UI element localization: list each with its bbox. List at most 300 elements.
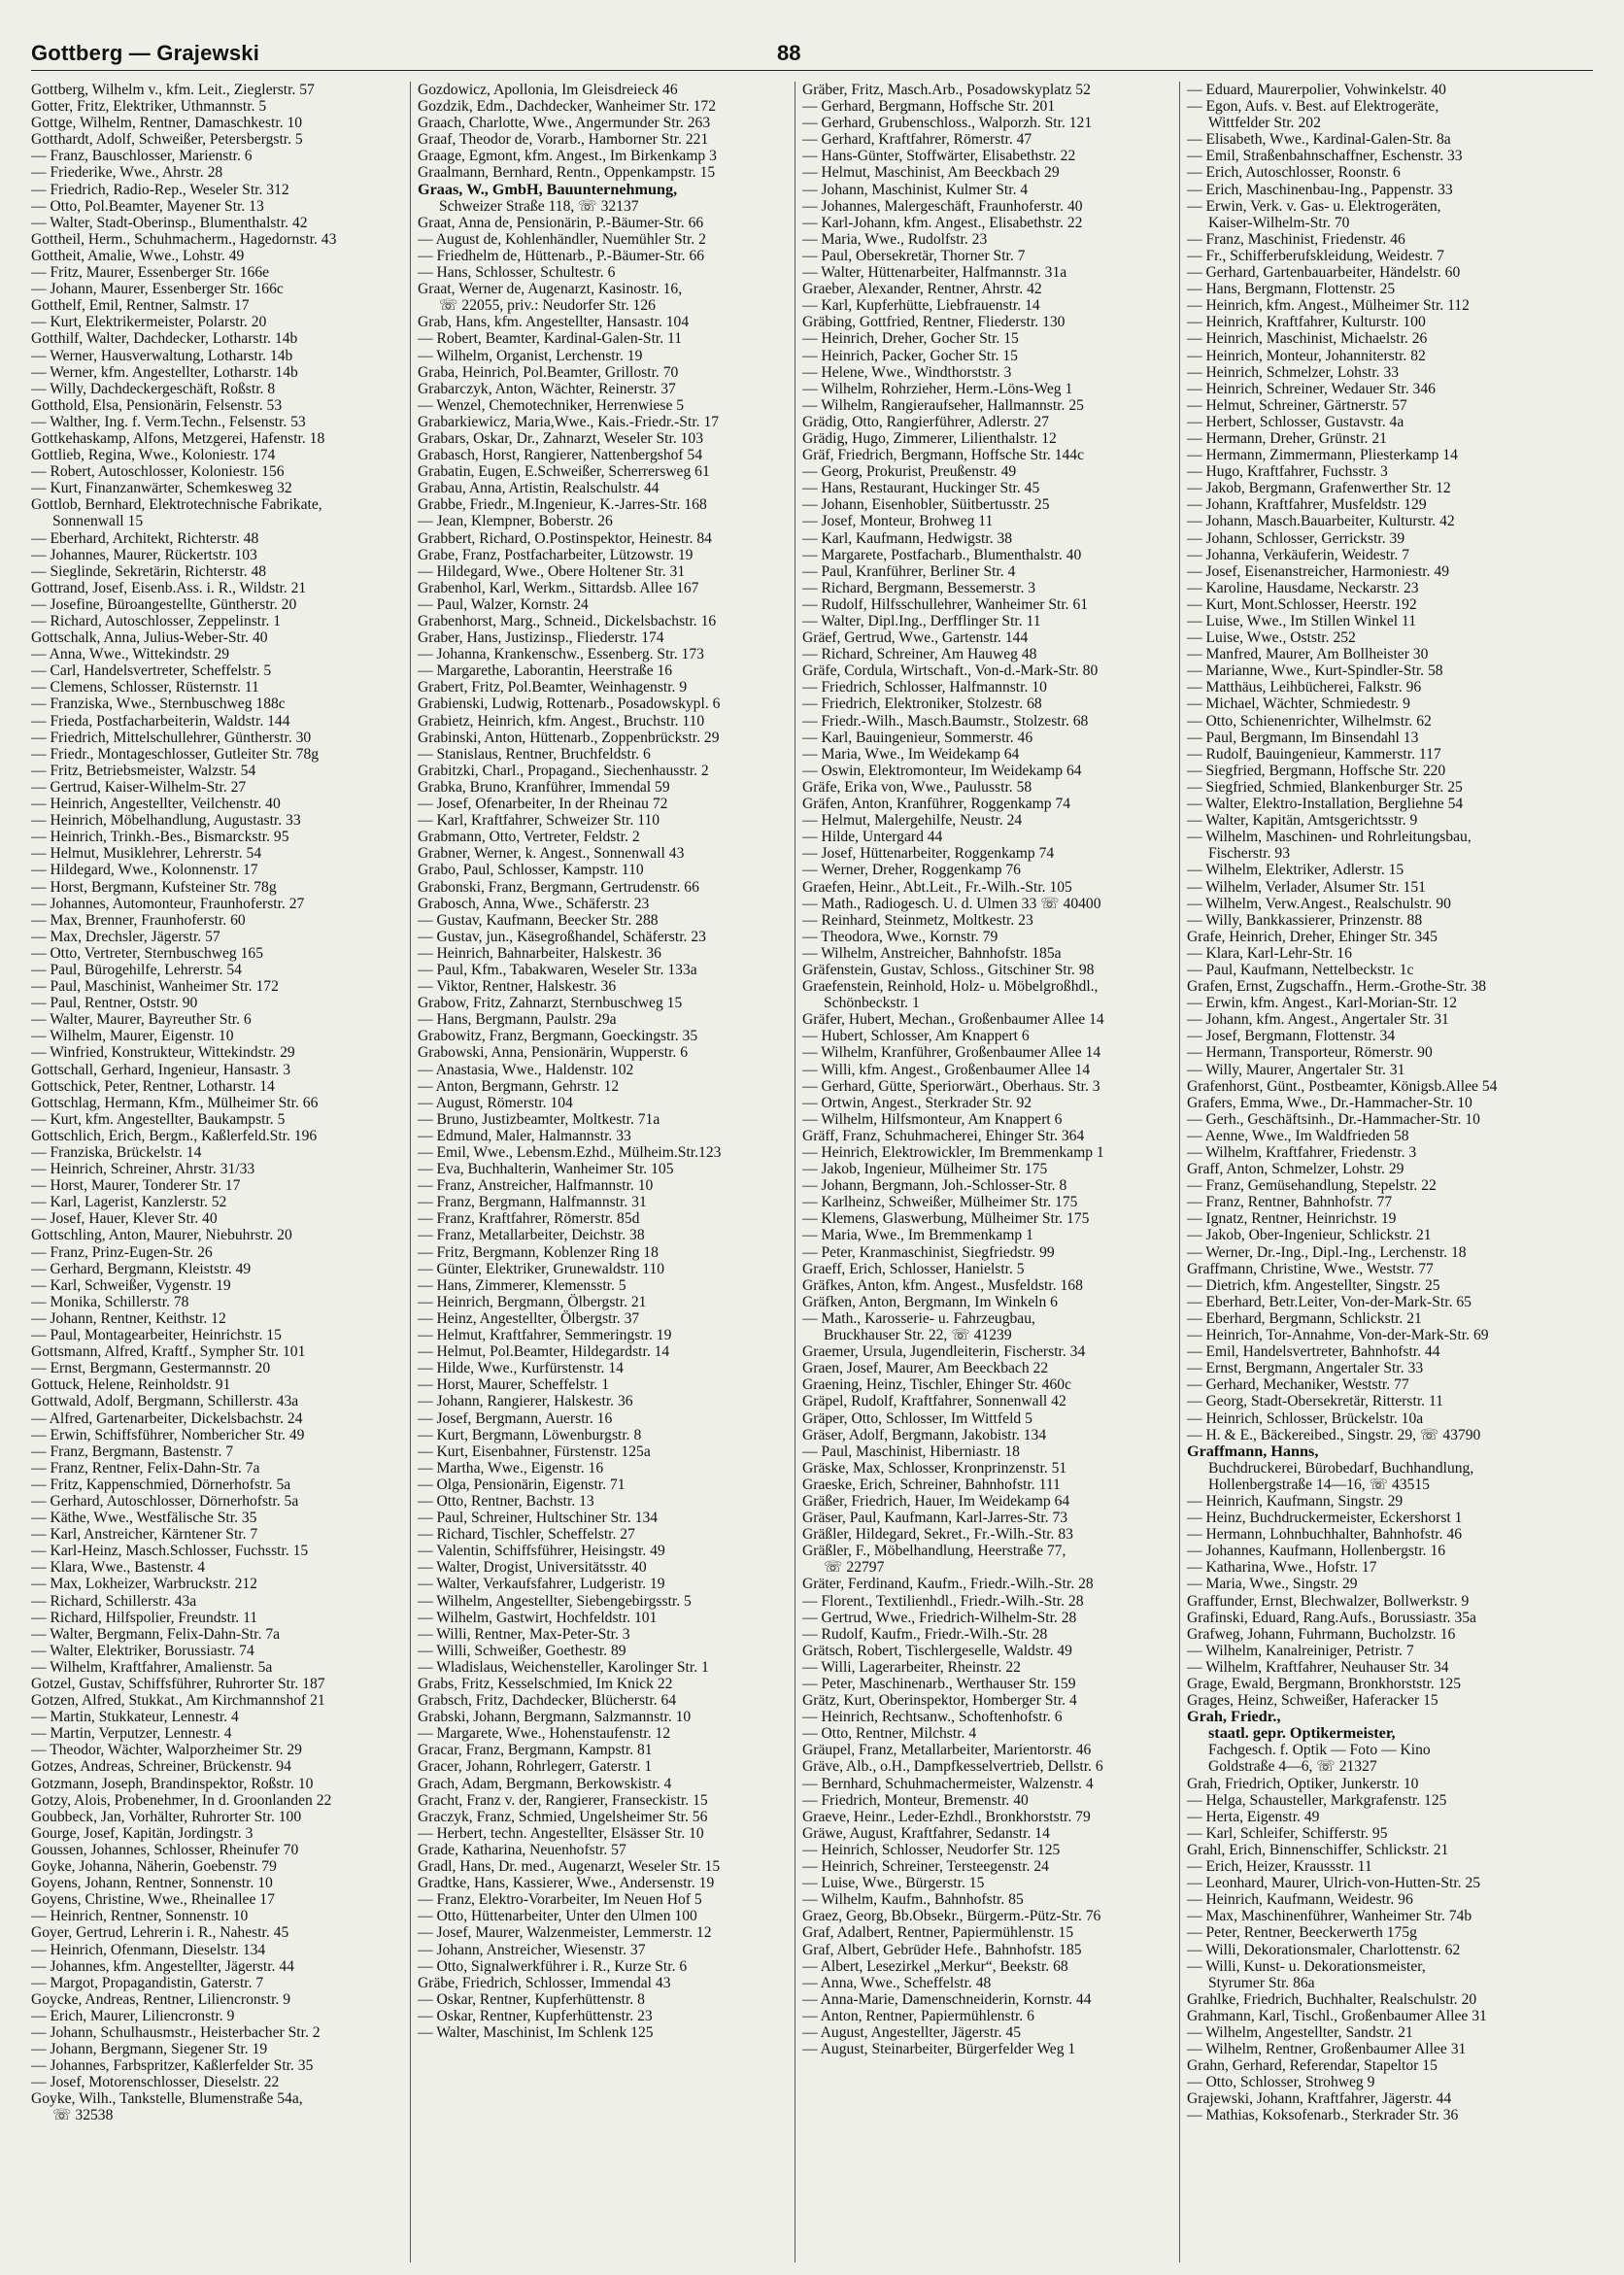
directory-entry: — Otto, Pol.Beamter, Mayener Str. 13 bbox=[31, 197, 264, 215]
directory-entry: — Heinrich, Schlosser, Brückelstr. 10a bbox=[1187, 1409, 1424, 1427]
directory-entry: Grabe, Franz, Postfacharbeiter, Lützowstr. 19 bbox=[418, 546, 694, 563]
directory-entry: — Georg, Stadt-Obersekretär, Ritterstr. 11 bbox=[1187, 1393, 1443, 1410]
directory-entry: — Paul, Kfm., Tabakwaren, Weseler Str. 133a bbox=[418, 961, 697, 978]
directory-entry: — Gerhard, Gartenbauarbeiter, Händelstr. 60 bbox=[1187, 264, 1461, 282]
directory-entry: — Wilhelm, Hilfsmonteur, Am Knappert 6 bbox=[802, 1110, 1063, 1128]
directory-entry: Grach, Adam, Bergmann, Berkowskistr. 4 bbox=[418, 1775, 672, 1792]
directory-entry: — Richard, Bergmann, Bessemerstr. 3 bbox=[802, 579, 1036, 596]
directory-entry: — Paul, Bergmann, Im Binsendahl 13 bbox=[1187, 729, 1419, 746]
directory-entry: — Hans, Bergmann, Flottenstr. 25 bbox=[1187, 281, 1396, 298]
column-1 bbox=[31, 82, 400, 2267]
directory-entry: — Klara, Wwe., Bastenstr. 4 bbox=[31, 1559, 206, 1577]
directory-entry: — Wilhelm, Kraftfahrer, Amalienstr. 5a bbox=[31, 1658, 273, 1676]
directory-entry: — Georg, Prokurist, Preußenstr. 49 bbox=[802, 463, 1017, 481]
column-4 bbox=[1187, 82, 1587, 2267]
directory-entry: Gourge, Josef, Kapitän, Jordingstr. 3 bbox=[31, 1824, 254, 1842]
directory-entry: — Josef, Ofenarbeiter, In der Rheinau 72 bbox=[418, 796, 668, 813]
directory-entry: Gräbing, Gottfried, Rentner, Fliederstr. 130 bbox=[802, 314, 1066, 331]
directory-entry: Grafweg, Johann, Fuhrmann, Bucholzstr. 16 bbox=[1187, 1625, 1456, 1643]
directory-entry: Grabau, Anna, Artistin, Realschulstr. 44 bbox=[418, 480, 660, 497]
directory-entry: — Gertrud, Kaiser-Wilhelm-Str. 27 bbox=[31, 778, 247, 796]
directory-entry: Gottheil, Herm., Schuhmacherm., Hagedornstr. 43 bbox=[31, 230, 337, 248]
directory-entry: — Josef, Bergmann, Auerstr. 16 bbox=[418, 1409, 613, 1427]
directory-entry: — Heinrich, Dreher, Gocher Str. 15 bbox=[802, 330, 1019, 348]
directory-entry: Grabenhorst, Marg., Schneid., Dickelsbachstr. 16 bbox=[418, 613, 717, 629]
directory-entry: Gräfen, Anton, Kranführer, Roggenkamp 74 bbox=[802, 796, 1071, 813]
directory-entry: — Otto, Schlosser, Strohweg 9 bbox=[1187, 2074, 1375, 2091]
directory-entry: — Karlheinz, Schweißer, Mülheimer Str. 175 bbox=[802, 1194, 1078, 1211]
directory-entry-continuation: Buchdruckerei, Bürobedarf, Buchhandlung, bbox=[1208, 1459, 1474, 1477]
directory-entry: Grabatin, Eugen, E.Schweißer, Scherrersweg 61 bbox=[418, 463, 710, 481]
directory-entry: — Franz, Rentner, Felix-Dahn-Str. 7a bbox=[31, 1459, 260, 1477]
directory-entry: — Karoline, Hausdame, Neckarstr. 23 bbox=[1187, 579, 1419, 596]
directory-entry: Gotthold, Elsa, Pensionärin, Felsenstr. 53 bbox=[31, 396, 283, 414]
directory-entry: — H. & E., Bäckereibed., Singstr. 29, ☏ 43790 bbox=[1187, 1426, 1481, 1443]
directory-entry: — Kurt, Eisenbahner, Fürstenstr. 125a bbox=[418, 1443, 651, 1460]
directory-entry: Grabski, Johann, Bergmann, Salzmannstr. 10 bbox=[418, 1709, 692, 1726]
directory-entry: Graffmann, Hanns, bbox=[1187, 1443, 1319, 1460]
directory-entry: — Paul, Maschinist, Wanheimer Str. 172 bbox=[31, 978, 279, 996]
directory-entry: — Gerhard, Mechaniker, Weststr. 77 bbox=[1187, 1376, 1409, 1394]
directory-entry: — Johann, Rangierer, Halskestr. 36 bbox=[418, 1393, 633, 1410]
directory-entry: — Paul, Rentner, Oststr. 90 bbox=[31, 995, 198, 1012]
directory-entry: — Maria, Wwe., Singstr. 29 bbox=[1187, 1576, 1358, 1593]
directory-entry: Grafe, Heinrich, Dreher, Ehinger Str. 345 bbox=[1187, 928, 1438, 945]
directory-entry: Grabowitz, Franz, Bergmann, Goeckingstr. 35 bbox=[418, 1028, 698, 1045]
directory-entry: — Johannes, Kaufmann, Hollenbergstr. 16 bbox=[1187, 1543, 1446, 1560]
directory-entry: — Frieda, Postfacharbeiterin, Waldstr. 144 bbox=[31, 712, 290, 730]
directory-entry: Gottge, Wilhelm, Rentner, Damaschkestr. 10 bbox=[31, 115, 303, 132]
directory-entry: — Hans, Zimmerer, Klemensstr. 5 bbox=[418, 1276, 626, 1294]
directory-entry-continuation: ☏ 32538 bbox=[52, 2107, 114, 2124]
directory-entry-continuation: Sonnenwall 15 bbox=[52, 513, 144, 530]
directory-entry: — Eberhard, Bergmann, Schlickstr. 21 bbox=[1187, 1309, 1422, 1327]
directory-entry: — Luise, Wwe., Oststr. 252 bbox=[1187, 629, 1356, 647]
directory-entry: — Heinrich, Monteur, Johanniterstr. 82 bbox=[1187, 347, 1426, 364]
directory-entry: Gotthilf, Walter, Dachdecker, Lotharstr. 14b bbox=[31, 330, 298, 348]
directory-entry: — Fritz, Maurer, Essenberger Str. 166e bbox=[31, 264, 270, 282]
directory-entry: — Johanna, Verkäuferin, Weidestr. 7 bbox=[1187, 546, 1409, 563]
directory-entry: — Wilhelm, Verlader, Alsumer Str. 151 bbox=[1187, 878, 1426, 896]
page-header bbox=[31, 41, 1593, 70]
directory-entry: Grahlke, Friedrich, Buchhalter, Realschulstr. 20 bbox=[1187, 1990, 1477, 2008]
directory-entry: Gotzes, Andreas, Schreiner, Brückenstr. 94 bbox=[31, 1758, 291, 1776]
directory-entry: — Johann, Bergmann, Siegener Str. 19 bbox=[31, 2041, 268, 2058]
directory-entry: — Max, Drechsler, Jägerstr. 57 bbox=[31, 928, 220, 945]
directory-entry: — Paul, Bürogehilfe, Lehrerstr. 54 bbox=[31, 961, 242, 978]
directory-entry: — Albert, Lesezirkel „Merkur“, Beekstr. 68 bbox=[802, 1957, 1068, 1975]
directory-entry: — Willi, Lagerarbeiter, Rheinstr. 22 bbox=[802, 1658, 1021, 1676]
directory-entry: Gottschlag, Hermann, Kfm., Mülheimer Str. 66 bbox=[31, 1094, 319, 1111]
directory-entry: Grabienski, Ludwig, Rottenarb., Posadowskypl. 6 bbox=[418, 696, 721, 713]
directory-entry: Gottschall, Gerhard, Ingenieur, Hansastr. 3 bbox=[31, 1061, 290, 1078]
directory-entry: Gräfken, Anton, Bergmann, Im Winkeln 6 bbox=[802, 1293, 1058, 1310]
directory-entry: — Jean, Klempner, Boberstr. 26 bbox=[418, 513, 613, 530]
directory-entry: Grabarkiewicz, Maria,Wwe., Kais.-Friedr.-Str. 17 bbox=[418, 413, 720, 430]
directory-entry: Gottschling, Anton, Maurer, Niebuhrstr. 20 bbox=[31, 1227, 292, 1244]
directory-entry-continuation: Kaiser-Wilhelm-Str. 70 bbox=[1208, 214, 1350, 231]
directory-entry: — Helga, Schausteller, Markgrafenstr. 125 bbox=[1187, 1791, 1447, 1809]
directory-entry: — Erwin, Schiffsführer, Nombericher Str. 49 bbox=[31, 1426, 305, 1443]
directory-entry: — Helmut, Musiklehrer, Lehrerstr. 54 bbox=[31, 845, 262, 863]
directory-entry: — Anna, Wwe., Scheffelstr. 48 bbox=[802, 1974, 992, 1991]
directory-entry: — Franz, Kraftfahrer, Römerstr. 85d bbox=[418, 1210, 640, 1228]
directory-entry: Goyer, Gertrud, Lehrerin i. R., Nahestr. 45 bbox=[31, 1924, 289, 1942]
directory-entry: Gräwe, August, Kraftfahrer, Sedanstr. 14 bbox=[802, 1824, 1050, 1842]
directory-entry: — Siegfried, Bergmann, Hoffsche Str. 220 bbox=[1187, 762, 1446, 779]
directory-entry: — Robert, Autoschlosser, Koloniestr. 156 bbox=[31, 463, 285, 481]
directory-entry: — Peter, Kranmaschinist, Siegfriedstr. 99 bbox=[802, 1243, 1055, 1261]
directory-entry: — Erich, Maurer, Liliencronstr. 9 bbox=[31, 2007, 235, 2024]
directory-entry: Gottsmann, Alfred, Kraftf., Sympher Str. 101 bbox=[31, 1343, 306, 1361]
directory-entry: Gräupel, Franz, Metallarbeiter, Marientorstr. 46 bbox=[802, 1742, 1092, 1759]
directory-entry: — Franz, Maschinist, Friedenstr. 46 bbox=[1187, 230, 1405, 248]
directory-entry: — Werner, Dreher, Roggenkamp 76 bbox=[802, 862, 1021, 879]
directory-entry: Gottlob, Bernhard, Elektrotechnische Fabrikate, bbox=[31, 496, 322, 514]
directory-entry: — Aenne, Wwe., Im Waldfrieden 58 bbox=[1187, 1127, 1409, 1144]
directory-entry: — Franz, Gemüsehandlung, Stepelstr. 22 bbox=[1187, 1177, 1437, 1195]
directory-entry: — Walter, Kapitän, Amtsgerichtsstr. 9 bbox=[1187, 812, 1418, 830]
directory-entry: — Wilhelm, Maurer, Eigenstr. 10 bbox=[31, 1028, 234, 1045]
directory-entry: — Josefine, Büroangestellte, Güntherstr. 20 bbox=[31, 595, 297, 613]
directory-entry-continuation: Schönbeckstr. 1 bbox=[824, 995, 920, 1012]
directory-entry: Graaf, Theodor de, Vorarb., Hamborner Str. 221 bbox=[418, 131, 709, 149]
directory-entry: — Dietrich, kfm. Angestellter, Singstr. 25 bbox=[1187, 1276, 1440, 1294]
directory-entry: — Johann, Maurer, Essenberger Str. 166c bbox=[31, 281, 284, 298]
directory-entry: — Anastasia, Wwe., Haldenstr. 102 bbox=[418, 1061, 634, 1078]
directory-entry: — Johann, Kraftfahrer, Musfeldstr. 129 bbox=[1187, 496, 1427, 514]
directory-entry: — Max, Brenner, Fraunhoferstr. 60 bbox=[31, 911, 246, 929]
directory-entry: Gräßer, Friedrich, Hauer, Im Weidekamp 64 bbox=[802, 1492, 1070, 1510]
directory-entry: — Wladislaus, Weichensteller, Karolinger Str. 1 bbox=[418, 1658, 709, 1676]
directory-entry: — Hildegard, Wwe., Obere Holtener Str. 31 bbox=[418, 562, 686, 580]
directory-entry: — Josef, Monteur, Brohweg 11 bbox=[802, 513, 994, 530]
directory-entry: — Johannes, Malergeschäft, Fraunhoferstr. 40 bbox=[802, 197, 1083, 215]
directory-entry: Grafinski, Eduard, Rang.Aufs., Borussiastr. 35a bbox=[1187, 1609, 1476, 1626]
directory-entry: — Karl, Schleifer, Schifferstr. 95 bbox=[1187, 1824, 1388, 1842]
directory-entry: Grabbert, Richard, O.Postinspektor, Heinestr. 84 bbox=[418, 529, 712, 547]
directory-entry: — Walter, Maschinist, Im Schlenk 125 bbox=[418, 2023, 654, 2041]
directory-entry: — Max, Maschinenführer, Wanheimer Str. 74b bbox=[1187, 1908, 1472, 1925]
directory-entry: Graba, Heinrich, Pol.Beamter, Grillostr. 70 bbox=[418, 363, 679, 381]
directory-entry: — Franz, Metallarbeiter, Deichstr. 38 bbox=[418, 1227, 645, 1244]
directory-entry: — Herta, Eigenstr. 49 bbox=[1187, 1808, 1320, 1825]
directory-entry: Gottschalk, Anna, Julius-Weber-Str. 40 bbox=[31, 629, 268, 647]
directory-entry: — Gerhard, Grubenschloss., Walporzh. Str. 121 bbox=[802, 115, 1093, 132]
directory-entry: Gräf, Friedrich, Bergmann, Hoffsche Str. 144c bbox=[802, 447, 1085, 464]
directory-entry: — August, Römerstr. 104 bbox=[418, 1094, 573, 1111]
directory-entry: Graeske, Erich, Schreiner, Bahnhofstr. 111 bbox=[802, 1476, 1061, 1493]
directory-entry: — Viktor, Rentner, Halskestr. 36 bbox=[418, 978, 617, 996]
directory-entry: — Peter, Maschinenarb., Werthauser Str. 159 bbox=[802, 1676, 1076, 1692]
directory-entry: — Johann, kfm. Angest., Angertaler Str. 31 bbox=[1187, 1011, 1449, 1029]
directory-entry: — Heinrich, Schmelzer, Lohstr. 33 bbox=[1187, 363, 1400, 381]
directory-entry: — Robert, Beamter, Kardinal-Galen-Str. 11 bbox=[418, 330, 683, 348]
directory-entry: — Helene, Wwe., Windthorststr. 3 bbox=[802, 363, 1012, 381]
directory-entry: — Clemens, Schlosser, Rüsternstr. 11 bbox=[31, 679, 259, 696]
directory-entry: — Kurt, Elektrikermeister, Polarstr. 20 bbox=[31, 314, 267, 331]
directory-entry: Gottschick, Peter, Rentner, Lotharstr. 14 bbox=[31, 1077, 275, 1095]
directory-entry: — Herbert, techn. Angestellter, Elsässer Str. 10 bbox=[418, 1824, 704, 1842]
directory-entry: — Heinrich, Schreiner, Wedauer Str. 346 bbox=[1187, 380, 1436, 397]
directory-entry: — Kurt, Bergmann, Löwenburgstr. 8 bbox=[418, 1426, 642, 1443]
directory-entry: — Theodor, Wächter, Walporzheimer Str. 29 bbox=[31, 1742, 302, 1759]
directory-entry: — Helmut, Kraftfahrer, Semmeringstr. 19 bbox=[418, 1327, 672, 1344]
directory-entry: — Emil, Wwe., Lebensm.Ezhd., Mülheim.Str.123 bbox=[418, 1144, 722, 1161]
directory-entry: — Erich, Heizer, Kraussstr. 11 bbox=[1187, 1858, 1372, 1876]
directory-entry: — Heinrich, Rentner, Sonnenstr. 10 bbox=[31, 1908, 249, 1925]
directory-entry: — Michael, Wächter, Schmiedestr. 9 bbox=[1187, 696, 1410, 713]
column-divider bbox=[1179, 82, 1180, 2262]
directory-entry: Graage, Egmont, kfm. Angest., Im Birkenkamp 3 bbox=[418, 148, 717, 165]
directory-entry: — Wilhelm, Verw.Angest., Realschulstr. 90 bbox=[1187, 895, 1451, 912]
directory-entry: — Josef, Motorenschlosser, Dieselstr. 22 bbox=[31, 2074, 280, 2091]
directory-entry: Grajewski, Johann, Kraftfahrer, Jägerstr. 44 bbox=[1187, 2090, 1452, 2108]
directory-entry: — Sieglinde, Sekretärin, Richterstr. 48 bbox=[31, 562, 267, 580]
directory-entry: Grabo, Paul, Schlosser, Kampstr. 110 bbox=[418, 862, 644, 879]
directory-entry: — Werner, kfm. Angestellter, Lotharstr. 14b bbox=[31, 363, 298, 381]
directory-entry: — Wilhelm, Rohrzieher, Herm.-Löns-Weg 1 bbox=[802, 380, 1073, 397]
directory-entry: — Ortwin, Angest., Sterkrader Str. 92 bbox=[802, 1094, 1032, 1111]
directory-entry: — Gerhard, Gütte, Speriorwärt., Oberhaus. Str. 3 bbox=[802, 1077, 1100, 1095]
directory-entry: — Heinrich, Packer, Gocher Str. 15 bbox=[802, 347, 1018, 364]
directory-entry: — Anna-Marie, Damenschneiderin, Kornstr. 44 bbox=[802, 1990, 1092, 2008]
directory-entry: Gozdzik, Edm., Dachdecker, Wanheimer Str. 172 bbox=[418, 98, 717, 116]
directory-entry: — Friedrich, Monteur, Bremenstr. 40 bbox=[802, 1791, 1029, 1809]
directory-entry: — Erwin, kfm. Angest., Karl-Morian-Str. 12 bbox=[1187, 995, 1458, 1012]
directory-entry: Grah, Friedrich, Optiker, Junkerstr. 10 bbox=[1187, 1775, 1419, 1792]
directory-entry: Grafers, Emma, Wwe., Dr.-Hammacher-Str. 10 bbox=[1187, 1094, 1472, 1111]
directory-entry: — Marianne, Wwe., Kurt-Spindler-Str. 58 bbox=[1187, 662, 1443, 680]
directory-entry: Grätz, Kurt, Oberinspektor, Homberger Str. 4 bbox=[802, 1692, 1077, 1710]
directory-entry: — Wilhelm, Gastwirt, Hochfeldstr. 101 bbox=[418, 1609, 658, 1626]
directory-entry: Goyens, Johann, Rentner, Sonnenstr. 10 bbox=[31, 1875, 273, 1892]
directory-entry: — Karl-Heinz, Masch.Schlosser, Fuchsstr. 15 bbox=[31, 1543, 309, 1560]
directory-entry: — Eduard, Maurerpolier, Vohwinkelstr. 40 bbox=[1187, 82, 1446, 98]
directory-entry: — Paul, Obersekretär, Thorner Str. 7 bbox=[802, 247, 1026, 264]
directory-entry: — August de, Kohlenhändler, Nuemühler Str. 2 bbox=[418, 230, 706, 248]
directory-entry: — Walter, Hüttenarbeiter, Halfmannstr. 31a bbox=[802, 264, 1067, 282]
directory-entry: — Kurt, Mont.Schlosser, Heerstr. 192 bbox=[1187, 595, 1417, 613]
directory-entry: — Wilhelm, Kranführer, Großenbaumer Allee 14 bbox=[802, 1044, 1101, 1062]
directory-entry: — Manfred, Maurer, Am Bollheister 30 bbox=[1187, 646, 1429, 663]
directory-entry: — Gerh., Geschäftsinh., Dr.-Hammacher-Str. 10 bbox=[1187, 1110, 1480, 1128]
directory-entry: Grabitzki, Charl., Propagand., Siechenhausstr. 2 bbox=[418, 762, 709, 779]
directory-entry: — Walther, Ing. f. Verm.Techn., Felsenstr. 53 bbox=[31, 413, 306, 430]
directory-entry: — Heinrich, Schreiner, Tersteegenstr. 24 bbox=[802, 1858, 1049, 1876]
directory-entry: — Bruno, Justizbeamter, Moltkestr. 71a bbox=[418, 1110, 660, 1128]
directory-entry: Grädig, Hugo, Zimmerer, Lilienthalstr. 12 bbox=[802, 429, 1057, 447]
directory-entry: — Heinrich, Ofenmann, Dieselstr. 134 bbox=[31, 1941, 266, 1958]
directory-entry: — Klemens, Glaswerbung, Mülheimer Str. 175 bbox=[802, 1210, 1090, 1228]
directory-entry: — Horst, Maurer, Tonderer Str. 17 bbox=[31, 1177, 241, 1195]
directory-entry: — Eberhard, Betr.Leiter, Von-der-Mark-Str. 65 bbox=[1187, 1293, 1472, 1310]
directory-entry: — Maria, Wwe., Im Bremmenkamp 1 bbox=[802, 1227, 1033, 1244]
directory-entry: — Alfred, Gartenarbeiter, Dickelsbachstr. 24 bbox=[31, 1409, 303, 1427]
directory-entry: — Jakob, Ober-Ingenieur, Schlickstr. 21 bbox=[1187, 1227, 1432, 1244]
directory-entry: — Johann, Maschinist, Kulmer Str. 4 bbox=[802, 181, 1029, 198]
directory-entry: — Karl, Kupferhütte, Liebfrauenstr. 14 bbox=[802, 297, 1040, 315]
directory-entry: — Gustav, jun., Käsegroßhandel, Schäferstr. 23 bbox=[418, 928, 706, 945]
directory-entry: Grabsch, Fritz, Dachdecker, Blücherstr. 64 bbox=[418, 1692, 677, 1710]
directory-entry: Gräser, Adolf, Bergmann, Jakobistr. 134 bbox=[802, 1426, 1047, 1443]
directory-entry: — Olga, Pensionärin, Eigenstr. 71 bbox=[418, 1476, 626, 1493]
directory-entry: — Hugo, Kraftfahrer, Fuchsstr. 3 bbox=[1187, 463, 1388, 481]
directory-entry: — Willy, Maurer, Angertaler Str. 31 bbox=[1187, 1061, 1405, 1078]
directory-entry: — Johannes, Maurer, Rückertstr. 103 bbox=[31, 546, 257, 563]
directory-entry: Grab, Hans, kfm. Angestellter, Hansastr. 104 bbox=[418, 314, 690, 331]
directory-entry: — Hermann, Lohnbuchhalter, Bahnhofstr. 46 bbox=[1187, 1526, 1463, 1544]
directory-entry: — Heinrich, Maschinist, Michaelstr. 26 bbox=[1187, 330, 1428, 348]
column-divider bbox=[410, 82, 411, 2262]
directory-entry: — Egon, Aufs. v. Best. auf Elektrogeräte, bbox=[1187, 98, 1439, 116]
directory-entry: Gräpel, Rudolf, Kraftfahrer, Sonnenwall 42 bbox=[802, 1393, 1066, 1410]
directory-entry: — Walter, Elektriker, Borussiastr. 74 bbox=[31, 1642, 254, 1659]
directory-entry: Gräbe, Friedrich, Schlosser, Immendal 43 bbox=[418, 1974, 671, 1991]
directory-entry: Grabenhol, Karl, Werkm., Sittardsb. Allee 167 bbox=[418, 579, 699, 596]
directory-entry: — Johann, Eisenhobler, Süitbertusstr. 25 bbox=[802, 496, 1050, 514]
directory-entry-continuation: ☏ 22797 bbox=[824, 1559, 885, 1577]
directory-entry: — Margot, Propagandistin, Gaterstr. 7 bbox=[31, 1974, 264, 1991]
directory-entry: Goyke, Johanna, Näherin, Goebenstr. 79 bbox=[31, 1858, 277, 1876]
directory-entry: Graeve, Heinr., Leder-Ezhdl., Bronkhorststr. 79 bbox=[802, 1808, 1091, 1825]
directory-entry: — Josef, Hauer, Klever Str. 40 bbox=[31, 1210, 218, 1228]
directory-entry: — Paul, Walzer, Kornstr. 24 bbox=[418, 595, 589, 613]
directory-entry: Graening, Heinz, Tischler, Ehinger Str. 460c bbox=[802, 1376, 1071, 1394]
directory-entry: — Rudolf, Bauingenieur, Kammerstr. 117 bbox=[1187, 745, 1441, 763]
directory-entry: — Erich, Maschinenbau-Ing., Pappenstr. 33 bbox=[1187, 181, 1453, 198]
directory-entry: — Karl, Anstreicher, Kärntener Str. 7 bbox=[31, 1526, 258, 1544]
directory-entry: — Wilhelm, Anstreicher, Bahnhofstr. 185a bbox=[802, 944, 1062, 962]
directory-entry: Graff, Anton, Schmelzer, Lohstr. 29 bbox=[1187, 1161, 1404, 1178]
directory-entry: — Heinz, Buchdruckermeister, Eckershorst 1 bbox=[1187, 1510, 1463, 1527]
directory-entry: — Bernhard, Schuhmachermeister, Walzenstr. 4 bbox=[802, 1775, 1094, 1792]
directory-entry: — Willy, Bankkassierer, Prinzenstr. 88 bbox=[1187, 911, 1423, 929]
directory-entry: — Valentin, Schiffsführer, Heisingstr. 49 bbox=[418, 1543, 665, 1560]
directory-entry: Grade, Katharina, Neuenhofstr. 57 bbox=[418, 1841, 626, 1858]
directory-entry: Graffmann, Christine, Wwe., Weststr. 77 bbox=[1187, 1260, 1434, 1277]
directory-entry: — Heinz, Angestellter, Ölbergstr. 37 bbox=[418, 1309, 640, 1327]
directory-entry: — Friederike, Wwe., Ahrstr. 28 bbox=[31, 164, 223, 182]
directory-entry: — Willi, Schweißer, Goethestr. 89 bbox=[418, 1642, 626, 1659]
directory-entry: Gottkehaskamp, Alfons, Metzgerei, Hafenstr. 18 bbox=[31, 429, 325, 447]
directory-entry: Grah, Friedr., bbox=[1187, 1709, 1281, 1726]
directory-entry: Gotzmann, Joseph, Brandinspektor, Roßstr. 10 bbox=[31, 1775, 314, 1792]
directory-entry: Gotter, Fritz, Elektriker, Uthmannstr. 5 bbox=[31, 98, 267, 116]
directory-entry: — Josef, Maurer, Walzenmeister, Lemmerstr. 12 bbox=[418, 1924, 712, 1942]
directory-entry: — Wilhelm, Rangieraufseher, Hallmannstr. 25 bbox=[802, 396, 1084, 414]
directory-entry: Goubbeck, Jan, Vorhälter, Ruhrorter Str. 100 bbox=[31, 1808, 302, 1825]
directory-entry: — Otto, Vertreter, Sternbuschweg 165 bbox=[31, 944, 264, 962]
directory-entry: — Hermann, Transporteur, Römerstr. 90 bbox=[1187, 1044, 1433, 1062]
directory-entry: — Karl, Schweißer, Vygenstr. 19 bbox=[31, 1276, 231, 1294]
directory-entry: Gotzen, Alfred, Stukkat., Am Kirchmannshof 21 bbox=[31, 1692, 325, 1710]
directory-entry: Grabars, Oskar, Dr., Zahnarzt, Weseler Str. 103 bbox=[418, 429, 704, 447]
directory-entry: — Paul, Schreiner, Hultschiner Str. 134 bbox=[418, 1510, 659, 1527]
directory-entry: — Anton, Rentner, Papiermühlenstr. 6 bbox=[802, 2007, 1034, 2024]
directory-entry: Graeber, Alexander, Rentner, Ahrstr. 42 bbox=[802, 281, 1042, 298]
directory-entry-continuation: Goldstraße 4—6, ☏ 21327 bbox=[1208, 1758, 1377, 1776]
directory-entry: — Helmut, Malergehilfe, Neustr. 24 bbox=[802, 812, 1023, 830]
directory-entry: Gräfenstein, Gustav, Schloss., Gitschiner Str. 98 bbox=[802, 961, 1095, 978]
directory-entry: — Karl, Bauingenieur, Sommerstr. 46 bbox=[802, 729, 1033, 746]
directory-entry: Graez, Georg, Bb.Obsekr., Bürgerm.-Pütz-Str. 76 bbox=[802, 1908, 1101, 1925]
directory-entry: — Josef, Eisenanstreicher, Harmoniestr. 49 bbox=[1187, 562, 1450, 580]
directory-entry: — Hans, Schlosser, Schultestr. 6 bbox=[418, 264, 616, 282]
directory-entry: Gräve, Alb., o.H., Dampfkesselvertrieb, Dellstr. 6 bbox=[802, 1758, 1103, 1776]
directory-entry: — Katharina, Wwe., Hofstr. 17 bbox=[1187, 1559, 1377, 1577]
directory-entry: Gräber, Fritz, Masch.Arb., Posadowskyplatz 52 bbox=[802, 82, 1091, 98]
directory-entry: Graeff, Erich, Schlosser, Hanielstr. 5 bbox=[802, 1260, 1025, 1277]
directory-entry: Gottlieb, Regina, Wwe., Koloniestr. 174 bbox=[31, 447, 276, 464]
directory-entry: — Margarete, Postfacharb., Blumenthalstr. 40 bbox=[802, 546, 1082, 563]
directory-entry: — Helmut, Maschinist, Am Beeckbach 29 bbox=[802, 164, 1060, 182]
directory-entry: — Luise, Wwe., Im Stillen Winkel 11 bbox=[1187, 613, 1416, 629]
directory-entry: — Hans, Bergmann, Paulstr. 29a bbox=[418, 1011, 617, 1029]
directory-entry: — Franz, Bergmann, Bastenstr. 7 bbox=[31, 1443, 234, 1460]
directory-entry: — Margarethe, Laborantin, Heerstraße 16 bbox=[418, 662, 673, 680]
directory-entry: — Maria, Wwe., Rudolfstr. 23 bbox=[802, 230, 988, 248]
directory-entry: — Hans, Restaurant, Huckinger Str. 45 bbox=[802, 480, 1040, 497]
directory-entry: — Karl, Kraftfahrer, Schweizer Str. 110 bbox=[418, 812, 660, 830]
directory-entry: — Friedrich, Schlosser, Halfmannstr. 10 bbox=[802, 679, 1047, 696]
directory-entry: Grabmann, Otto, Vertreter, Feldstr. 2 bbox=[418, 829, 640, 846]
directory-entry: Graen, Josef, Maurer, Am Beeckbach 22 bbox=[802, 1360, 1049, 1377]
directory-entry: Gräfer, Hubert, Mechan., Großenbaumer Allee 14 bbox=[802, 1011, 1104, 1029]
directory-entry: — Luise, Wwe., Bürgerstr. 15 bbox=[802, 1875, 985, 1892]
directory-entry: — Stanislaus, Rentner, Bruchfeldstr. 6 bbox=[418, 745, 651, 763]
directory-entry: Graemer, Ursula, Jugendleiterin, Fischerstr. 34 bbox=[802, 1343, 1086, 1361]
directory-entry: — Jakob, Ingenieur, Mülheimer Str. 175 bbox=[802, 1161, 1048, 1178]
directory-entry: — Friedrich, Radio-Rep., Weseler Str. 312 bbox=[31, 181, 289, 198]
directory-entry: Gräper, Otto, Schlosser, Im Wittfeld 5 bbox=[802, 1409, 1032, 1427]
column-3 bbox=[802, 82, 1171, 2267]
directory-entry: — Wilhelm, Kaufm., Bahnhofstr. 85 bbox=[802, 1891, 1024, 1909]
directory-entry: — Karl, Kaufmann, Hedwigstr. 38 bbox=[802, 529, 1013, 547]
directory-entry: Graas, W., GmbH, Bauunternehmung, bbox=[418, 181, 678, 198]
directory-entry: — Helmut, Pol.Beamter, Hildegardstr. 14 bbox=[418, 1343, 670, 1361]
directory-entry: — Willi, Kunst- u. Dekorationsmeister, bbox=[1187, 1957, 1426, 1975]
directory-entry: — Wilhelm, Angestellter, Sandstr. 21 bbox=[1187, 2023, 1413, 2041]
directory-entry: — Edmund, Maler, Halmannstr. 33 bbox=[418, 1127, 631, 1144]
directory-entry: Grabow, Fritz, Zahnarzt, Sternbuschweg 15 bbox=[418, 995, 683, 1012]
directory-entry: — Willi, Dekorationsmaler, Charlottenstr. 62 bbox=[1187, 1941, 1461, 1958]
directory-entry-continuation: ☏ 22055, priv.: Neudorfer Str. 126 bbox=[439, 297, 656, 315]
header-rule bbox=[31, 70, 1593, 71]
directory-entry: — Heinrich, Kaufmann, Weidestr. 96 bbox=[1187, 1891, 1413, 1909]
directory-entry: — Wilhelm, Rentner, Großenbaumer Allee 31 bbox=[1187, 2041, 1467, 2058]
directory-entry: — Franz, Elektro-Vorarbeiter, Im Neuen Hof 5 bbox=[418, 1891, 702, 1909]
directory-entry: — Franz, Anstreicher, Halfmannstr. 10 bbox=[418, 1177, 654, 1195]
directory-entry: — Reinhard, Steinmetz, Moltkestr. 23 bbox=[802, 911, 1033, 929]
running-head: Gottberg — Grajewski bbox=[31, 41, 260, 65]
directory-entry: — Werner, Hausverwaltung, Lotharstr. 14b bbox=[31, 347, 293, 364]
directory-entry: — Rudolf, Hilfsschullehrer, Wanheimer Str. 61 bbox=[802, 595, 1089, 613]
directory-entry: — Walter, Drogist, Universitätsstr. 40 bbox=[418, 1559, 647, 1577]
directory-entry: — Oskar, Rentner, Kupferhüttenstr. 23 bbox=[418, 2007, 653, 2024]
directory-entry: — Franz, Bauschlosser, Marienstr. 6 bbox=[31, 148, 253, 165]
directory-entry: — Wilhelm, Elektriker, Adlerstr. 15 bbox=[1187, 862, 1404, 879]
directory-entry-continuation: Wittfelder Str. 202 bbox=[1208, 115, 1321, 132]
directory-entry: — Winfried, Konstrukteur, Wittekindstr. 29 bbox=[31, 1044, 295, 1062]
directory-entry: — Walter, Maurer, Bayreuther Str. 6 bbox=[31, 1011, 252, 1029]
directory-entry: — Peter, Rentner, Beeckerwerth 175g bbox=[1187, 1924, 1417, 1942]
directory-entry: — Hilde, Untergard 44 bbox=[802, 829, 943, 846]
directory-entry: Grabasch, Horst, Rangierer, Nattenbergshof 54 bbox=[418, 447, 703, 464]
directory-entry: — Horst, Bergmann, Kufsteiner Str. 78g bbox=[31, 878, 277, 896]
directory-entry: — Gerhard, Autoschlosser, Dörnerhofstr. 5a bbox=[31, 1492, 299, 1510]
directory-entry: — Heinrich, Schlosser, Neudorfer Str. 125 bbox=[802, 1841, 1061, 1858]
